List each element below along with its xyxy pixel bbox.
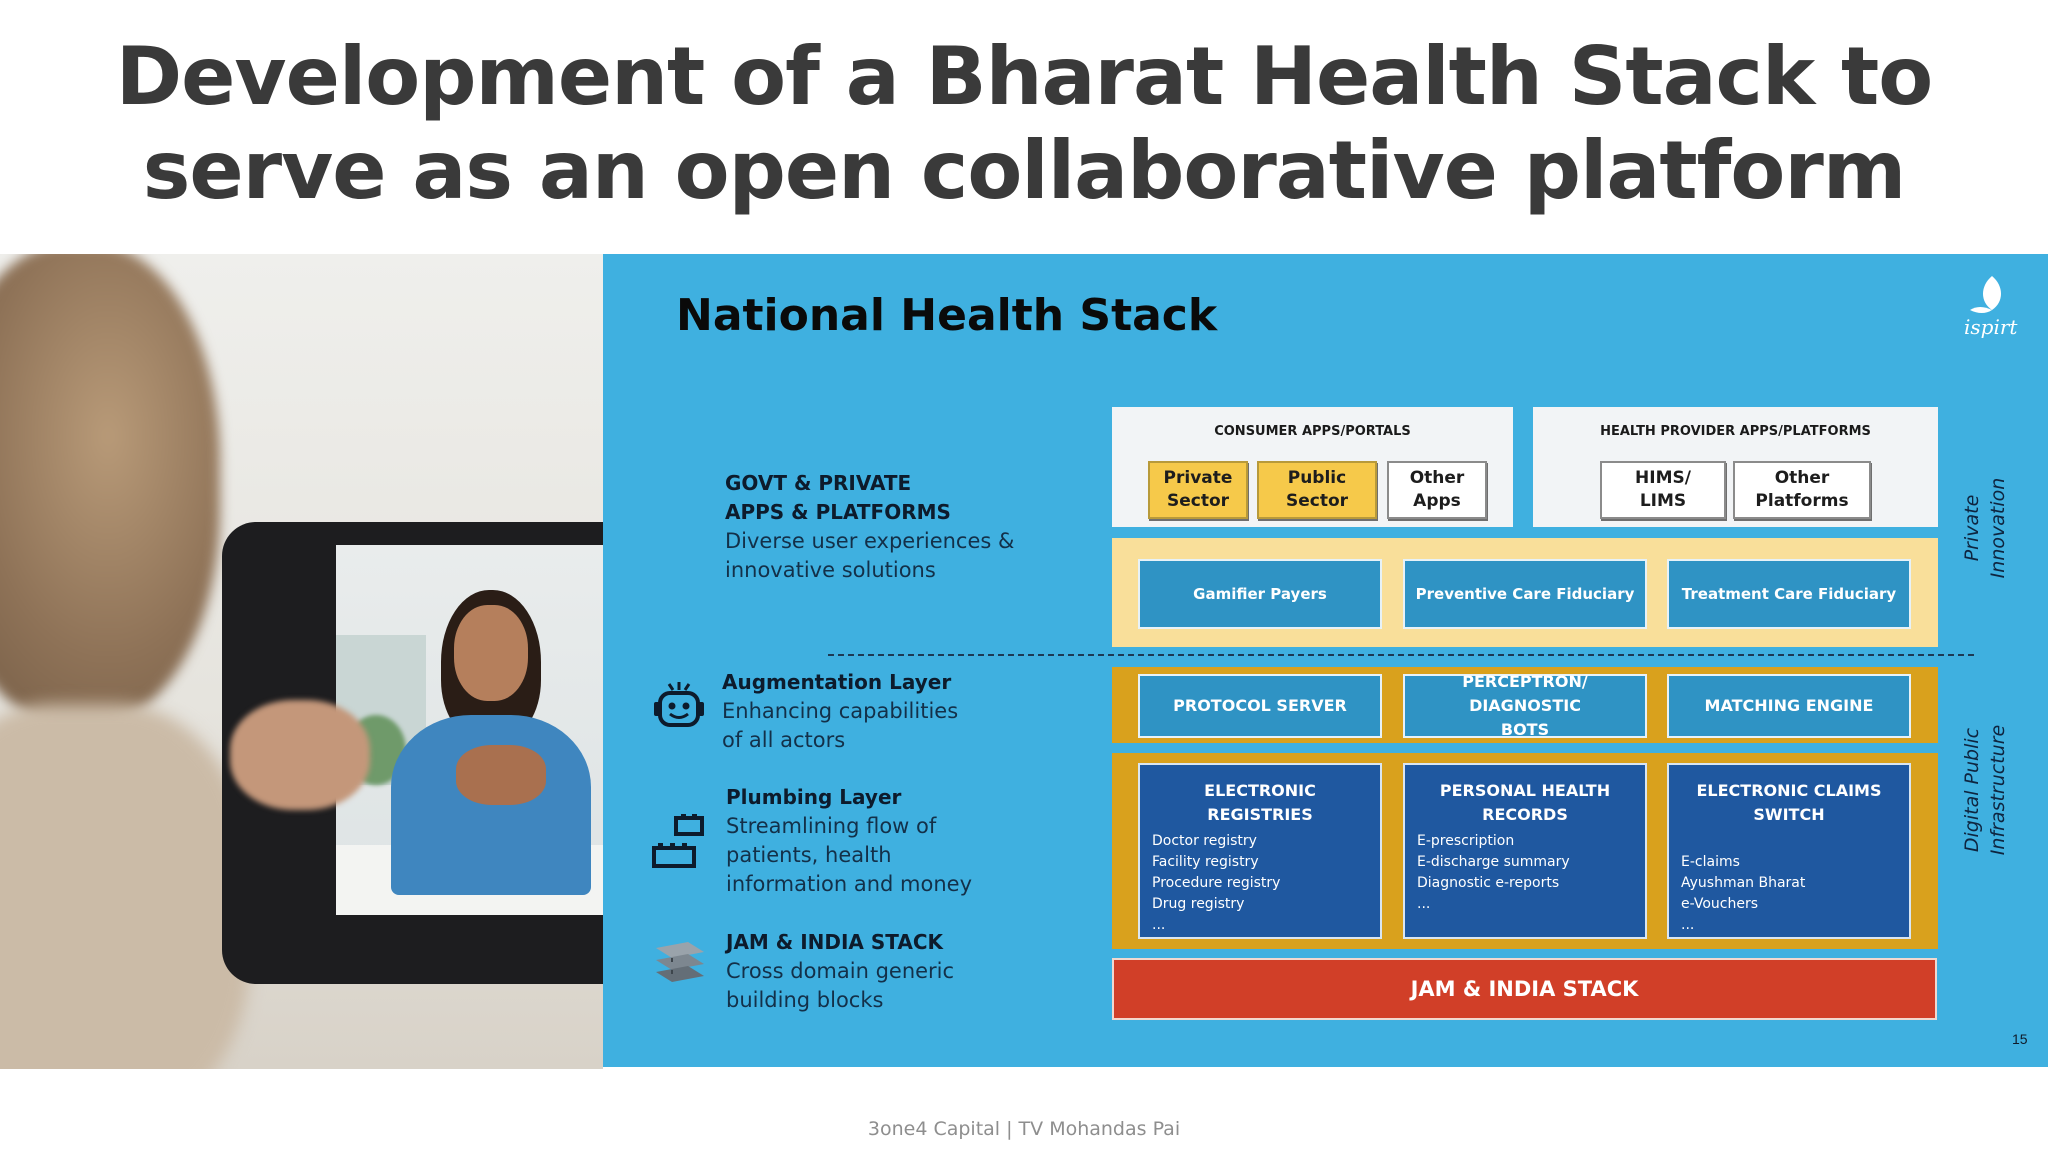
legend-govt-title-1: GOVT & PRIVATE (725, 471, 912, 495)
protocol-server-box (1138, 674, 1382, 738)
other-apps-line-1: Other (1409, 468, 1465, 488)
registries-title-2: REGISTRIES (1207, 805, 1313, 824)
legend-jam-title: JAM & INDIA STACK (726, 930, 944, 954)
dpi-line-2: Infrastructure (1987, 724, 2009, 856)
footer-credit: 3one4 Capital | TV Mohandas Pai (867, 1118, 1181, 1140)
legend-augmentation (722, 668, 958, 755)
claims-item: ... (1681, 917, 1695, 933)
viewer-head (0, 254, 220, 724)
private-innovation-line-1: Private (1961, 494, 1983, 562)
other-apps-box (1387, 461, 1487, 519)
legend-plumbing-desc-1: Streamlining flow of (726, 814, 937, 838)
doctor-scrubs (391, 715, 591, 895)
doctor-face (454, 605, 528, 701)
personal-health-records-box (1403, 763, 1647, 939)
phr-item: Diagnostic e-reports (1417, 875, 1560, 891)
title-line-2: serve as an open collaborative platform (142, 124, 1906, 217)
perceptron-line-2: BOTS (1500, 720, 1550, 739)
legend-plumbing-title: Plumbing Layer (726, 785, 902, 809)
public-sector-box (1257, 461, 1377, 519)
public-sector-line-2: Sector (1285, 491, 1349, 511)
stacked-layers-icon (652, 940, 708, 996)
legend-govt-desc-1: Diverse user experiences & (725, 529, 1015, 553)
private-sector-line-2: Sector (1166, 491, 1230, 511)
doctor-hands (456, 745, 546, 805)
other-platforms-line-1: Other (1774, 468, 1830, 488)
ispirt-logo (1960, 272, 2024, 344)
perceptron-box (1403, 674, 1647, 738)
phr-item: E-discharge summary (1417, 854, 1570, 870)
hims-lims-box (1600, 461, 1726, 519)
other-apps-line-2: Apps (1413, 491, 1461, 511)
claims-item: E-claims (1681, 854, 1740, 870)
private-sector-box (1148, 461, 1248, 519)
legend-jam (726, 928, 954, 1015)
legend-plumbing (726, 783, 972, 899)
digital-public-infrastructure-label (1959, 705, 2015, 875)
phr-item: E-prescription (1417, 833, 1515, 849)
legend-govt-desc-2: innovative solutions (725, 558, 936, 582)
legend-plumbing-desc-2: patients, health (726, 843, 892, 867)
matching-engine-line-1: MATCHING ENGINE (1704, 696, 1874, 715)
private-sector-line-1: Private (1163, 468, 1233, 488)
claims-item: e-Vouchers (1681, 896, 1759, 912)
viewer-hand (230, 700, 370, 810)
logo-lettering: ispirt (1964, 315, 2018, 339)
provider-apps-label: HEALTH PROVIDER APPS/PLATFORMS (1600, 424, 1871, 439)
preventive-care-box: Preventive Care Fiduciary (1403, 559, 1647, 629)
electronic-registries-box (1138, 763, 1382, 939)
legend-jam-desc-2: building blocks (726, 988, 884, 1012)
private-innovation-label (1959, 443, 2015, 613)
treatment-care-box: Treatment Care Fiduciary (1667, 559, 1911, 629)
slide-title (0, 30, 2048, 218)
claims-item: Ayushman Bharat (1681, 875, 1806, 891)
public-sector-line-1: Public (1287, 468, 1347, 488)
registries-item: Procedure registry (1152, 875, 1281, 891)
phr-item: ... (1417, 896, 1431, 912)
phr-title-1: PERSONAL HEALTH (1439, 781, 1611, 800)
electronic-claims-switch-box (1667, 763, 1911, 939)
registries-item: Facility registry (1152, 854, 1259, 870)
perceptron-line-1: PERCEPTRON/ DIAGNOSTIC (1462, 672, 1588, 715)
claims-title-2: SWITCH (1753, 805, 1825, 824)
robot-icon (652, 680, 706, 734)
phr-title-2: RECORDS (1482, 805, 1568, 824)
protocol-server-line-1: PROTOCOL SERVER (1173, 696, 1347, 715)
other-platforms-line-2: Platforms (1755, 491, 1849, 511)
matching-engine-box (1667, 674, 1911, 738)
other-platforms-box (1733, 461, 1871, 519)
legend-augmentation-title: Augmentation Layer (722, 670, 952, 694)
registries-item: Drug registry (1152, 896, 1245, 912)
legend-augmentation-desc-2: of all actors (722, 728, 846, 752)
private-innovation-line-2: Innovation (1987, 477, 2009, 579)
legend-jam-desc-1: Cross domain generic (726, 959, 955, 983)
panel-title: National Health Stack (676, 290, 1218, 341)
gamifier-payers-box: Gamifier Payers (1138, 559, 1382, 629)
claims-item (1681, 831, 1909, 852)
registries-title-1: ELECTRONIC (1204, 781, 1316, 800)
legend-augmentation-desc-1: Enhancing capabilities (722, 699, 959, 723)
claims-title-1: ELECTRONIC CLAIMS (1696, 781, 1882, 800)
title-line-1: Development of a Bharat Health Stack to (115, 30, 1933, 123)
hims-lims-line-1: HIMS/ (1635, 468, 1691, 488)
dpi-line-1: Digital Public (1961, 727, 1983, 853)
legend-govt (725, 469, 1014, 585)
legend-govt-title-2: APPS & PLATFORMS (725, 500, 951, 524)
slide-page-number: 15 (2012, 1031, 2028, 1047)
hims-lims-line-2: LIMS (1639, 491, 1687, 511)
registries-item: ... (1152, 917, 1166, 933)
pipe-blocks-icon (652, 814, 706, 874)
registries-item: Doctor registry (1152, 833, 1257, 849)
layer-divider (828, 654, 1974, 656)
tablet-screen (336, 545, 603, 915)
jam-india-stack-bar: JAM & INDIA STACK (1112, 958, 1937, 1020)
consumer-apps-label: CONSUMER APPS/PORTALS (1214, 424, 1411, 439)
legend-plumbing-desc-3: information and money (726, 872, 973, 896)
viewer-shoulder (0, 704, 250, 1069)
